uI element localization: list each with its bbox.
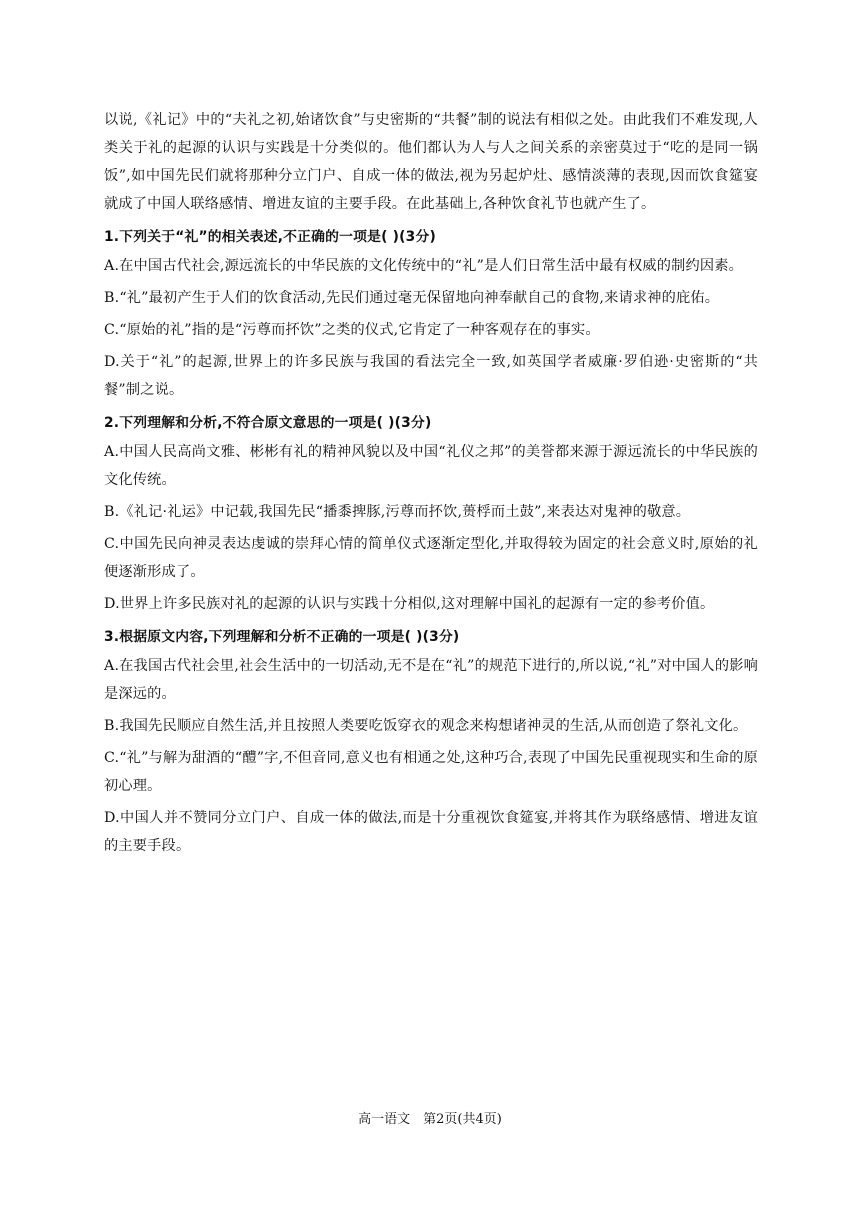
question-1-option-b: B.“礼”最初产生于人们的饮食活动,先民们通过毫无保留地向神奉献自己的食物,来请求神的庇佑。 [104,290,720,306]
question-1-option-d: D.关于“礼”的起源,世界上的许多民族与我国的看法完全一致,如英国学者威廉·罗伯逊·史密斯的“共餐”制之说。 [104,354,758,398]
question-3-option-c: C.“礼”与解为甜酒的“醴”字,不但音同,意义也有相通之处,这种巧合,表现了中国先民重视现实和生命的原初心理。 [104,750,758,794]
question-2-option-c: C.中国先民向神灵表达虔诚的崇拜心情的简单仪式逐渐定型化,并取得较为固定的社会意义时,原始的礼便逐渐形成了。 [104,536,758,580]
question-2-option-d: D.世界上许多民族对礼的起源的认识与实践十分相似,这对理解中国礼的起源有一定的参考价值。 [104,596,715,612]
question-3-option-a: A.在我国古代社会里,社会生活中的一切活动,无不是在“礼”的规范下进行的,所以说,“礼”对中国人的影响是深远的。 [104,658,758,702]
passage-paragraph: 以说,《礼记》中的“夫礼之初,始诸饮食”与史密斯的“共餐”制的说法有相似之处。由此我们不难发现,人类关于礼的起源的认识与实践是十分类似的。他们都认为人与人之间关系的亲密莫过于“吃的是同一锅饭”,如中国先民们就将那种分立门户、自成一体的做法,视为另起炉灶、感情淡薄的表现,因而饮食筵宴就成了中国人联络感情、增进友谊的主要手段。在此基础上,各种饮食礼节也就产生了。 [104,112,758,212]
question-2-option-b: B.《礼记·礼运》中记载,我国先民“播黍捭豚,污尊而抔饮,蒉桴而土鼓”,来表达对鬼神的敬意。 [104,504,691,520]
question-1-title: 1.下列关于“礼”的相关表述,不正确的一项是( )(3分) [104,229,436,245]
question-3-title: 3.根据原文内容,下列理解和分析不正确的一项是( )(3分) [104,629,460,645]
question-2-option-a: A.中国人民高尚文雅、彬彬有礼的精神风貌以及中国“礼仪之邦”的美誉都来源于源远流长的中华民族的文化传统。 [104,444,758,488]
question-1-option-c: C.“原始的礼”指的是“污尊而抔饮”之类的仪式,它肯定了一种客观存在的事实。 [104,322,600,338]
question-3 [104,622,758,860]
question-2 [104,408,758,618]
exam-page-content [104,106,758,864]
question-2-title: 2.下列理解和分析,不符合原文意思的一项是( )(3分) [104,415,432,431]
question-1-option-a: A.在中国古代社会,源远流长的中华民族的文化传统中的“礼”是人们日常生活中最有权威的制约因素。 [104,258,744,274]
page-footer: 高一语文 第2页(共4页) [358,1112,502,1127]
question-3-option-d: D.中国人并不赞同分立门户、自成一体的做法,而是十分重视饮食筵宴,并将其作为联络感情、增进友谊的主要手段。 [104,810,758,854]
question-3-option-b: B.我国先民顺应自然生活,并且按照人类要吃饭穿衣的观念来构想诸神灵的生活,从而创造了祭礼文化。 [104,718,748,734]
question-1 [104,222,758,404]
